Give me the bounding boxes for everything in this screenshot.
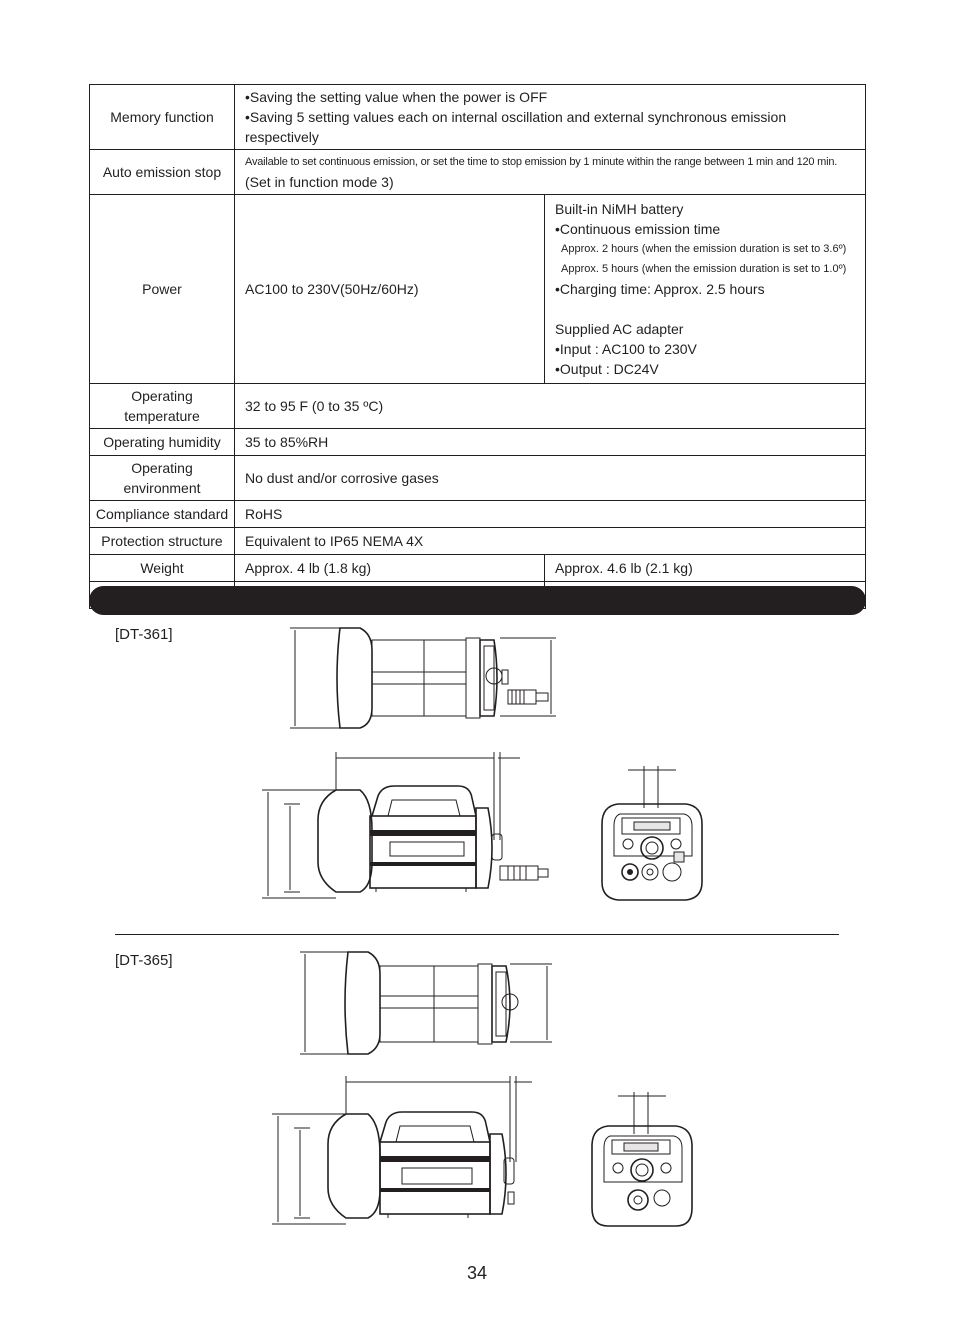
weight-dt365: Approx. 4.6 lb (2.1 kg) (545, 555, 866, 582)
row-value: 35 to 85%RH (235, 429, 866, 456)
adapter-input: •Input : AC100 to 230V (555, 341, 697, 357)
model-label-dt361: [DT-361] (115, 626, 173, 643)
row-value: Equivalent to IP65 NEMA 4X (235, 528, 866, 555)
approx-line-1: Approx. 2 hours (when the emission duration is set to 3.6º) (561, 243, 847, 255)
row-value: RoHS (235, 501, 866, 528)
row-label: Power (90, 195, 235, 384)
auto-stop-line-2: (Set in function mode 3) (245, 174, 394, 190)
approx-line-2: Approx. 5 hours (when the emission duration is set to 1.0º) (561, 263, 847, 275)
adapter-title: Supplied AC adapter (555, 321, 684, 337)
row-label: Memory function (90, 85, 235, 150)
dt365-side-view-drawing (272, 1076, 532, 1224)
row-label: Operating humidity (90, 429, 235, 456)
row-label: Compliance standard (90, 501, 235, 528)
row-label: Operating temperature (90, 384, 235, 429)
charging-time: •Charging time: Approx. 2.5 hours (555, 281, 765, 297)
battery-title: Built-in NiMH battery (555, 201, 684, 217)
model-label-dt365: [DT-365] (115, 952, 173, 969)
auto-stop-line-1: Available to set continuous emission, or set the time to stop emission by 1 minute within the range between 1 min and 120 min. (245, 156, 838, 168)
row-label: Weight (90, 555, 235, 582)
power-ac-value: AC100 to 230V(50Hz/60Hz) (235, 195, 545, 384)
row-value: No dust and/or corrosive gases (235, 456, 866, 501)
memory-line-2: •Saving 5 setting values each on internal oscillation and external synchronous emission respectively (245, 109, 787, 145)
dt365-top-view-drawing (300, 952, 552, 1054)
memory-line-1: •Saving the setting value when the power is OFF (245, 89, 548, 105)
weight-dt361: Approx. 4 lb (1.8 kg) (235, 555, 545, 582)
row-label: Auto emission stop (90, 150, 235, 195)
dt361-side-view-drawing (262, 752, 548, 898)
row-value: 32 to 95 F (0 to 35 ºC) (235, 384, 866, 429)
adapter-output: •Output : DC24V (555, 361, 659, 377)
dt361-rear-view-drawing (602, 766, 702, 900)
dt365-rear-view-drawing (592, 1092, 692, 1226)
page-number: 34 (466, 1263, 488, 1283)
dt361-top-view-drawing (290, 628, 556, 728)
continuous-emission: •Continuous emission time (555, 221, 721, 237)
row-label: Operating environment (90, 456, 235, 501)
row-label: Protection structure (90, 528, 235, 555)
